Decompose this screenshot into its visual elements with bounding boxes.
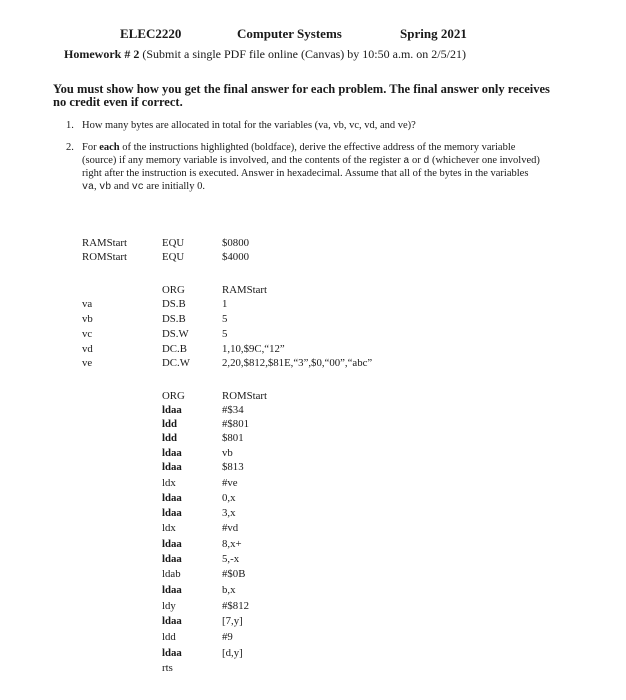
data-row-arg: 2,20,$812,$81E,“3”,$0,“00”,“abc” [222,357,373,369]
q2-text-a: For [82,142,97,153]
question-2-number: 2. [66,142,74,153]
equ-row-arg: $0800 [222,237,249,249]
q2-text-bold: each [99,142,120,153]
code-row-op: ldd [162,418,178,430]
q2-var-vb: vb [99,181,112,193]
code-row-op: ldaa [162,553,182,565]
equ-row: ROMStart [82,251,127,263]
header-title: Computer Systems [237,26,342,41]
code-row-op: ldaa [162,447,182,459]
q2-text-b: of the instructions highlighted (boldface), derive the effective address of the memory variable (source) if any memory variable is involved, and the contents of the register [82,142,516,166]
code-row-arg: #$34 [222,404,244,416]
data-row-label: vd [82,343,93,355]
code-row-arg: #ve [222,477,238,489]
data-row-arg: 5 [222,328,228,340]
data-row-label: vb [82,313,93,325]
question-1-number: 1. [66,120,74,131]
instructions: You must show how you get the final answer for each problem. The final answer only receives no credit even if correct. [53,82,550,109]
homework-note: (Submit a single PDF file online (Canvas) by 10:50 a.m. on 2/5/21) [142,47,466,61]
q2-text-c: (whichever one involved) right after the instruction is executed. Answer in hexadecimal. Assume that all of the bytes in the variables [82,154,540,179]
code-row-op: ldy [162,600,176,612]
data-row-label: va [82,298,93,310]
equ-row-arg: $4000 [222,251,249,263]
code-row-op: ldaa [162,461,182,473]
code-row-op: ldd [162,631,176,643]
q2-text-d: are initially 0. [146,180,205,192]
data-row-arg: RAMStart [222,284,267,296]
q2-var-va: va [82,181,95,193]
q2-var-vc: vc [131,181,144,193]
code-row-op: ldaa [162,647,182,659]
code-row-op: rts [162,662,173,674]
question-1-text: How many bytes are allocated in total for the variables (va, vb, vc, vd, and ve)? [82,120,416,131]
code-row-arg: ROMStart [222,390,267,402]
code-row-arg: [7,y] [222,615,243,627]
code-row-op: ldab [162,568,181,580]
code-row-op: ldaa [162,507,182,519]
data-row-op: DS.B [162,298,186,310]
code-row-arg: #vd [222,522,239,534]
code-row-arg: 5,-x [222,553,240,565]
question-2-text: For each of the instructions highlighted (boldface), derive the effective address of the memory variable (source) if any memory variable is involved, and the contents of the register a or d (whichever one involved) right after the instruction is executed. Answer in hexadecimal. Assume that all of the bytes in the variables va, vb and vc are initially 0. [82,142,540,193]
code-row-op: ldaa [162,615,182,627]
q2-and: and [113,180,130,192]
code-row-arg: vb [222,447,233,459]
data-row-op: ORG [162,284,185,296]
code-row-op: ldx [162,477,176,489]
data-row-arg: 5 [222,313,228,325]
equ-row: RAMStart [82,237,127,249]
code-row-arg: #$0B [222,568,246,580]
code-row-op: ldx [162,522,176,534]
code-row-arg: #$801 [222,418,249,430]
header-course: ELEC2220 [120,26,182,41]
code-row-arg: [d,y] [222,647,243,659]
code-row-op: ldaa [162,404,182,416]
code-row-arg: #$812 [222,600,249,612]
q2-or: or [411,154,421,166]
code-row-arg: b,x [222,584,236,596]
data-row-op: DS.W [162,328,189,340]
code-row-arg: $801 [222,432,244,444]
data-row-label: vc [82,328,93,340]
equ-row-op: EQU [162,251,185,263]
code-row-arg: 8,x+ [222,538,242,550]
code-row-op: ldd [162,432,178,444]
homework-label: Homework # 2 [64,47,140,61]
data-row-op: DS.B [162,313,186,325]
q2-reg-d: d [423,155,430,167]
header-term: Spring 2021 [400,26,467,41]
equ-row-op: EQU [162,237,185,249]
code-row-op: ldaa [162,492,182,504]
homework-subtitle [64,47,466,62]
code-row-arg: 3,x [222,507,236,519]
code-row-arg: 0,x [222,492,236,504]
data-row-arg: 1 [222,298,228,310]
data-row-op: DC.W [162,357,190,369]
code-row-op: ldaa [162,584,182,596]
code-row-arg: $813 [222,461,244,473]
code-row-op: ORG [162,390,185,402]
data-row-label: ve [82,357,93,369]
data-row-op: DC.B [162,343,187,355]
code-row-arg: #9 [222,631,233,643]
code-row-op: ldaa [162,538,182,550]
q2-reg-a: a [403,155,410,167]
data-row-arg: 1,10,$9C,“12” [222,343,285,355]
